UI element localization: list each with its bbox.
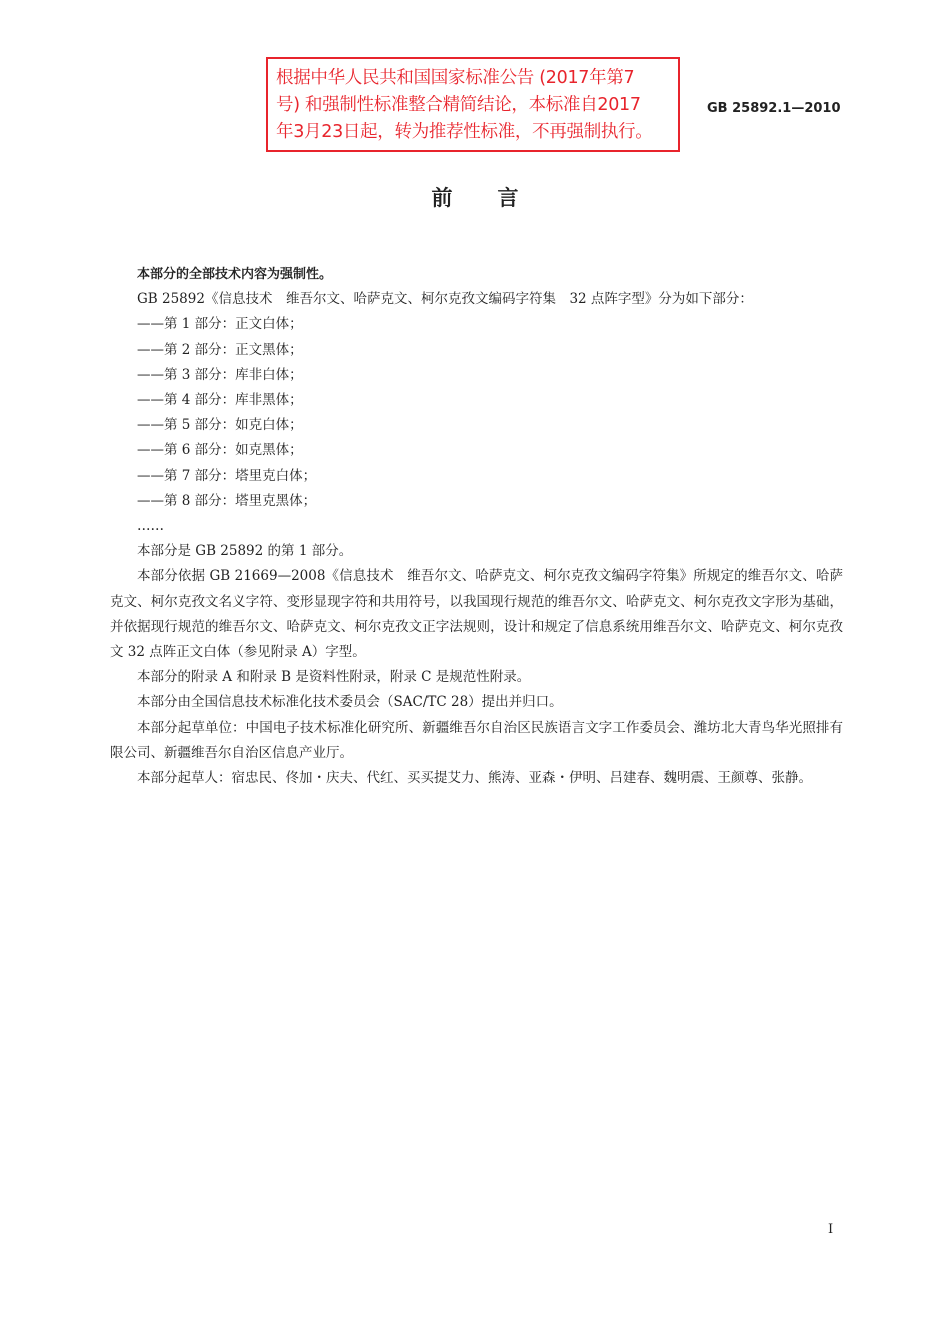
standard-number: GB 25892.1—2010 bbox=[707, 101, 841, 116]
list-item: ——第 2 部分：正文黑体； bbox=[137, 341, 303, 358]
mandatory-status-notice bbox=[266, 57, 680, 152]
list-item: ——第 4 部分：库非黑体； bbox=[137, 392, 303, 409]
list-item: ——第 6 部分：如克黑体； bbox=[137, 442, 303, 459]
notice-line: 号) 和强制性标准整合精简结论，本标准自2017 bbox=[276, 95, 641, 115]
paragraph: 本部分的附录 A 和附录 B 是资料性附录，附录 C 是规范性附录。 bbox=[137, 669, 531, 686]
paragraph: 本部分的全部技术内容为强制性。 bbox=[137, 267, 333, 282]
paragraph: GB 25892《信息技术 维吾尔文、哈萨克文、柯尔克孜文编码字符集 32 点阵字型》分为如下部分： bbox=[137, 291, 753, 308]
notice-line: 年3月23日起，转为推荐性标准，不再强制执行。 bbox=[276, 122, 653, 142]
list-ellipsis: …… bbox=[137, 518, 164, 535]
notice-line: 根据中华人民共和国国家标准公告 (2017年第7 bbox=[276, 68, 635, 88]
paragraph: 本部分由全国信息技术标准化技术委员会（SAC/TC 28）提出并归口。 bbox=[137, 694, 563, 711]
page-title: 前言 bbox=[431, 186, 564, 210]
paragraph: 本部分依据 GB 21669—2008《信息技术 维吾尔文、哈萨克文、柯尔克孜文编码字符集》所规定的维吾尔文、哈萨克文、柯尔克孜文名义字符、变形显现字符和共用符号，以我国现行规范的维吾尔文、哈萨克文、柯尔克孜文字形为基础，并依据现行规范的维吾尔文、哈萨克文、柯尔克孜文正字法规则，设计和规定了信息系统用维吾尔文、哈萨克文、柯尔克孜文 32 点阵正文白体（参见附录 A）字型。 bbox=[110, 568, 843, 661]
foreword-body bbox=[110, 262, 843, 791]
paragraph: 本部分起草单位：中国电子技术标准化研究所、新疆维吾尔自治区民族语言文字工作委员会、潍坊北大青鸟华光照排有限公司、新疆维吾尔自治区信息产业厅。 bbox=[110, 719, 843, 761]
list-item: ——第 8 部分：塔里克黑体； bbox=[137, 492, 317, 509]
list-item: ——第 1 部分：正文白体； bbox=[137, 316, 303, 333]
list-item: ——第 7 部分：塔里克白体； bbox=[137, 467, 317, 484]
paragraph: 本部分是 GB 25892 的第 1 部分。 bbox=[137, 543, 353, 560]
paragraph: 本部分起草人：宿忠民、佟加・庆夫、代红、买买提艾力、熊涛、亚森・伊明、吕建春、魏明震、王颜尊、张静。 bbox=[137, 770, 812, 787]
list-item: ——第 5 部分：如克白体； bbox=[137, 417, 303, 434]
list-item: ——第 3 部分：库非白体； bbox=[137, 366, 303, 383]
page-number: I bbox=[828, 1222, 834, 1237]
